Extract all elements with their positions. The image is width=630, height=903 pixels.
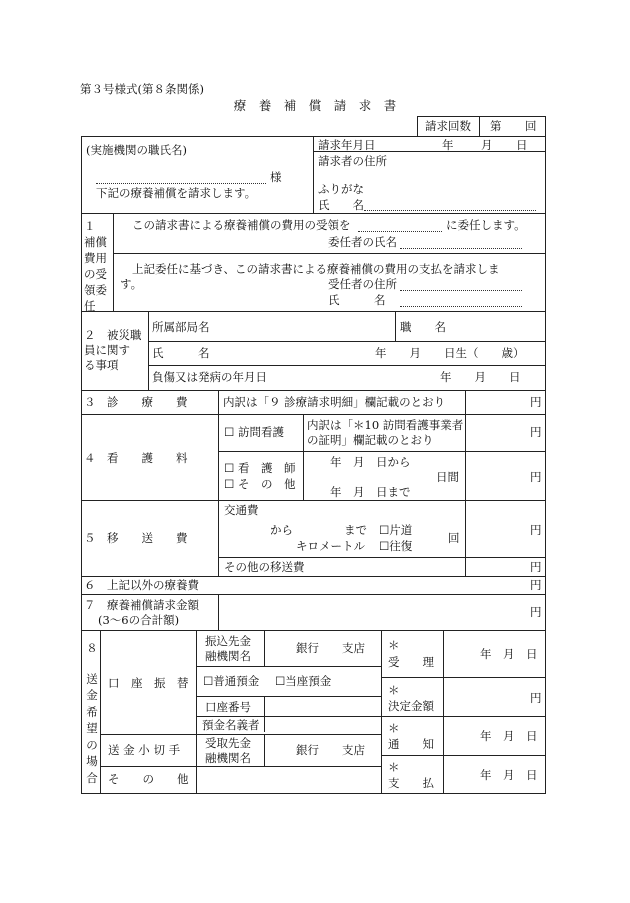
recipient-name-label: 氏 名 xyxy=(328,293,386,307)
payment-text-2: す。 xyxy=(120,277,143,291)
request-count-prefix: 第 xyxy=(490,119,502,133)
visit-nursing-checkbox[interactable]: ☐ 訪問看護 xyxy=(224,425,284,439)
transport-cost-label: 交通費 xyxy=(224,503,259,517)
delegator-name-label: 委任者の氏名 xyxy=(328,235,397,249)
sama-label: 様 xyxy=(270,170,282,184)
notice-asterisk: ＊ xyxy=(388,721,400,735)
year-label: 年 xyxy=(442,138,454,152)
account-holder-label: 預金名義者 xyxy=(202,718,260,732)
day-label: 日 xyxy=(516,138,528,152)
birth-date-text: 年 月 日生（ 歳） xyxy=(375,346,525,360)
km-label: キロメートル xyxy=(296,539,365,553)
request-count-label: 請求回数 xyxy=(425,119,471,133)
remittance-check-label: 送 金 小 切 手 xyxy=(108,743,181,757)
delegate-field[interactable] xyxy=(358,231,442,232)
bank-branch-label: 銀行 支店 xyxy=(296,641,365,655)
delegation-text-a: この請求書による療養補償の費用の受領を xyxy=(132,218,351,232)
nursing-from-date: 年 月 日から xyxy=(330,455,411,469)
other-fee-label: ６ 上記以外の療養費 xyxy=(84,578,199,592)
requester-address-label: 請求者の住所 xyxy=(318,154,387,168)
payment-text-1: 上記委任に基づき、この請求書による療養補償の費用の支払を請求しま xyxy=(132,262,500,276)
institution-field[interactable] xyxy=(96,183,266,184)
recipient-name-field[interactable] xyxy=(400,306,522,307)
decision-yen: 円 xyxy=(530,691,542,705)
notice-label: 通 知 xyxy=(388,737,434,751)
nursing-yen: 円 xyxy=(530,470,542,484)
job-title-label: 職 名 xyxy=(400,320,446,334)
requester-name-label: 氏 名 xyxy=(318,198,364,212)
nursing-to-date: 年 月 日まで xyxy=(330,485,411,499)
delegation-text-b: に委任します。 xyxy=(446,218,526,232)
receipt-label: 受 理 xyxy=(388,655,434,669)
request-count-suffix: 回 xyxy=(525,119,537,133)
medical-fee-label: ３ 診 療 費 xyxy=(84,395,188,409)
decision-asterisk: ＊ xyxy=(388,683,400,697)
request-text: 下記の療養補償を請求します。 xyxy=(96,186,257,200)
recipient-address-label: 受任者の住所 xyxy=(328,277,397,291)
transport-yen: 円 xyxy=(530,523,542,537)
month-label: 月 xyxy=(481,138,493,152)
recv-bank-branch-label: 銀行 支店 xyxy=(296,743,365,757)
remittance-label: ８ 送 金 希 望 の 場 合 xyxy=(86,641,98,785)
payment-date: 年 月 日 xyxy=(480,768,538,782)
other-fee-yen: 円 xyxy=(530,578,542,592)
recv-bank-label-1: 受取先金 xyxy=(205,736,251,750)
injury-date-text: 年 月 日 xyxy=(440,370,521,384)
nursing-days-label: 日間 xyxy=(436,470,459,484)
delegator-name-field[interactable] xyxy=(400,248,522,249)
account-number-label: 口座番号 xyxy=(205,700,251,714)
transport-to-label: まで xyxy=(344,523,367,537)
notice-date: 年 月 日 xyxy=(480,729,538,743)
requester-name-field[interactable] xyxy=(364,210,536,211)
employee-name-label: 氏 名 xyxy=(152,346,210,360)
total-sublabel: (3～6の合計額) xyxy=(98,613,180,627)
institution-label: (実施機関の職氏名) xyxy=(86,143,187,157)
other-transport-label: その他の移送費 xyxy=(224,560,305,574)
dept-label: 所属部局名 xyxy=(152,320,210,334)
furigana-label: ふりがな xyxy=(318,182,364,196)
nursing-fee-label: ４ 看 護 料 xyxy=(84,451,188,465)
ordinary-deposit-checkbox[interactable]: ☐普通預金 xyxy=(203,674,260,688)
bank-label-1: 振込先金 xyxy=(205,634,251,648)
request-date-label: 請求年月日 xyxy=(318,138,376,152)
oneway-checkbox[interactable]: ☐片道 xyxy=(379,523,413,537)
payment-asterisk: ＊ xyxy=(388,760,400,774)
receipt-asterisk: ＊ xyxy=(388,638,400,652)
nurse-checkbox[interactable]: ☐ 看 護 師 xyxy=(224,461,296,475)
payment-label: 支 払 xyxy=(388,776,434,790)
total-yen: 円 xyxy=(530,605,542,619)
times-label: 回 xyxy=(448,531,460,545)
transport-from-label: から xyxy=(270,523,293,537)
other-method-label: そ の 他 xyxy=(108,772,189,786)
form-number: 第３号様式(第８条関係) xyxy=(80,82,204,96)
visit-nursing-detail-1: 内訳は「＊10 訪問看護事業者 xyxy=(307,418,464,432)
visit-nursing-yen: 円 xyxy=(530,425,542,439)
receipt-date: 年 月 日 xyxy=(480,647,538,661)
employee-label: ２ 被災職 員に関す る事項 xyxy=(84,328,142,372)
bank-label-2: 融機関名 xyxy=(205,649,251,663)
other-nurse-checkbox[interactable]: ☐ そ の 他 xyxy=(224,477,296,491)
injury-date-label: 負傷又は発病の年月日 xyxy=(152,370,267,384)
roundtrip-checkbox[interactable]: ☐往復 xyxy=(379,539,413,553)
medical-fee-detail: 内訳は「９ 診療請求明細」欄記載のとおり xyxy=(223,395,446,409)
medical-fee-yen: 円 xyxy=(530,395,542,409)
delegation-label: １ 補償 費用 の受 領委 任 xyxy=(84,219,107,313)
visit-nursing-detail-2: の証明」欄記載のとおり xyxy=(307,433,434,447)
recipient-address-field[interactable] xyxy=(400,290,522,291)
page-title: 療 養 補 償 請 求 書 xyxy=(233,98,397,113)
total-label: ７ 療養補償請求金額 xyxy=(84,598,199,612)
recv-bank-label-2: 融機関名 xyxy=(205,751,251,765)
transport-fee-label: ５ 移 送 費 xyxy=(84,531,188,545)
account-transfer-label: 口 座 振 替 xyxy=(108,676,189,690)
decision-amount-label: 決定金額 xyxy=(388,699,434,713)
other-transport-yen: 円 xyxy=(530,560,542,574)
current-deposit-checkbox[interactable]: ☐当座預金 xyxy=(275,674,332,688)
